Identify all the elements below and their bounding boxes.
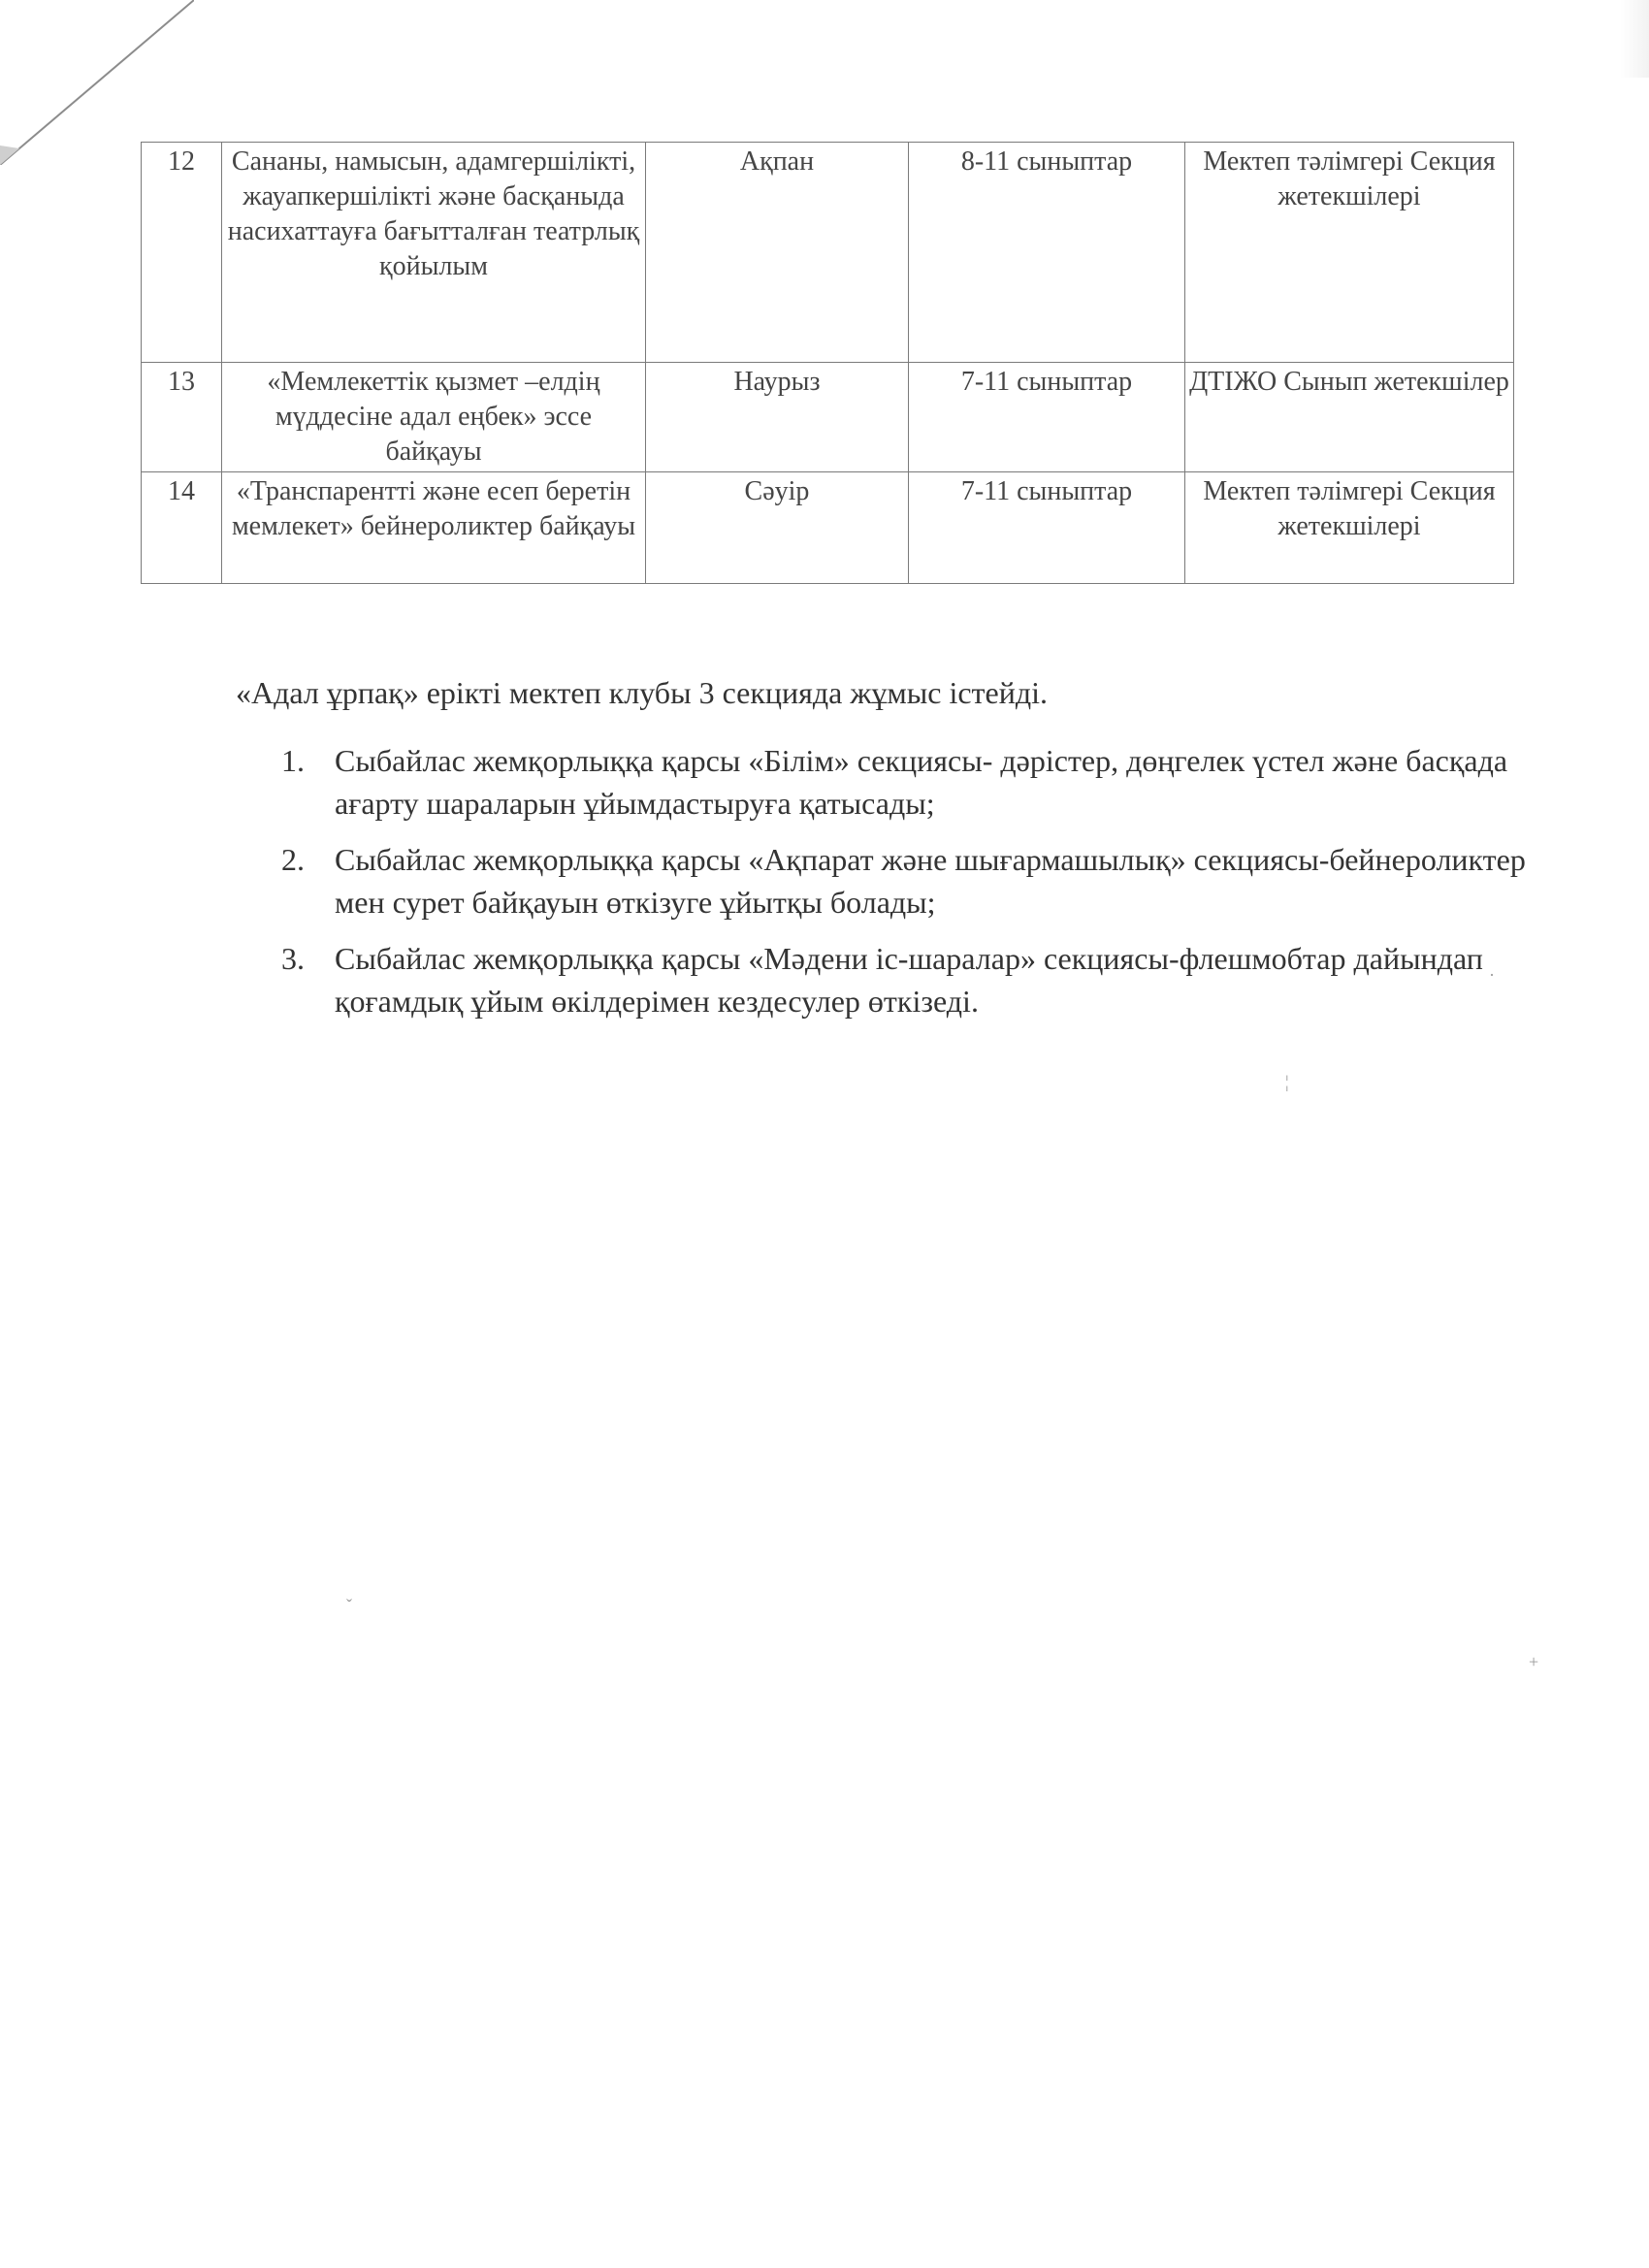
table-row <box>142 143 1514 363</box>
list-item <box>281 937 1533 1022</box>
scan-speck: ¦ <box>1285 1072 1289 1091</box>
event-audience: 7-11 сыныптар <box>909 363 1185 472</box>
page-edge-shadow <box>1620 0 1649 78</box>
list-item <box>281 739 1533 825</box>
row-number: 14 <box>142 472 222 584</box>
events-table <box>141 142 1514 584</box>
row-number: 13 <box>142 363 222 472</box>
item-number: 1. <box>281 743 305 778</box>
club-intro: «Адал ұрпақ» ерікті мектеп клубы 3 секцияда жұмыс істейді. <box>236 675 1049 710</box>
table-row <box>142 472 1514 584</box>
event-audience: 7-11 сыныптар <box>909 472 1185 584</box>
event-date: Ақпан <box>646 143 909 363</box>
item-text: Сыбайлас жемқорлыққа қарсы «Ақпарат және шығармашылық» секциясы-бейнероликтер мен сурет байқауын өткізуге ұйытқы болады; <box>335 842 1526 920</box>
scan-speck: + <box>1529 1652 1539 1671</box>
item-text: Сыбайлас жемқорлыққа қарсы «Мәдени іс-шаралар» секциясы-флешмобтар дайындап қоғамдық ұйым өкілдерімен кездесулер өткізеді. <box>335 941 1483 1019</box>
item-number: 2. <box>281 842 305 877</box>
event-title: «Транспарентті және есеп беретін мемлекет» бейнероликтер байқауы <box>222 472 646 584</box>
event-responsible: Мектеп тәлімгері Секция жетекшілері <box>1185 472 1514 584</box>
row-number: 12 <box>142 143 222 363</box>
event-date: Наурыз <box>646 363 909 472</box>
event-responsible: ДТІЖО Сынып жетекшілер <box>1185 363 1514 472</box>
item-text: Сыбайлас жемқорлыққа қарсы «Білім» секциясы- дәрістер, дөңгелек үстел және басқада ағарту шараларын ұйымдастыруға қатысады; <box>335 743 1508 821</box>
scan-speck: ˇ <box>346 1596 352 1615</box>
event-responsible: Мектеп тәлімгері Секция жетекшілері <box>1185 143 1514 363</box>
event-title: Сананы, намысын, адамгершілікті, жауапкершілікті және басқаныда насихаттауға бағытталған театрлық қойылым <box>222 143 646 363</box>
item-number: 3. <box>281 941 305 976</box>
scan-speck: · <box>1489 965 1495 985</box>
event-title: «Мемлекеттік қызмет –елдің мүддесіне адал еңбек» эссе байқауы <box>222 363 646 472</box>
sections-list <box>281 739 1533 1036</box>
list-item <box>281 838 1533 923</box>
folded-corner <box>0 0 194 165</box>
event-date: Сәуір <box>646 472 909 584</box>
table-row <box>142 363 1514 472</box>
event-audience: 8-11 сыныптар <box>909 143 1185 363</box>
